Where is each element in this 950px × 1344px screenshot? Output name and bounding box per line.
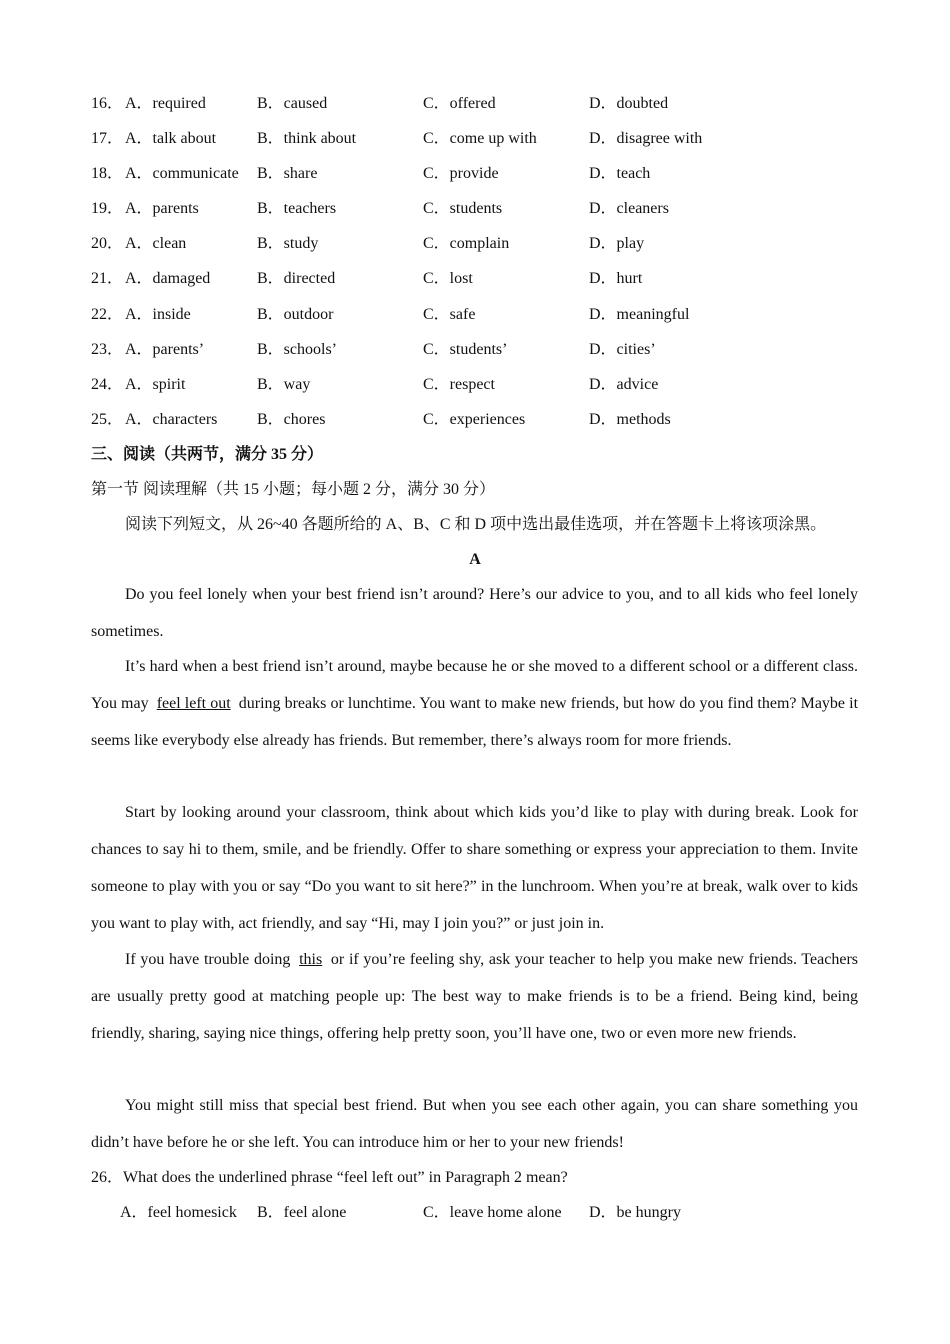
option-a: A．feel homesick xyxy=(120,1204,237,1221)
paragraph-2 xyxy=(91,648,858,759)
passage-label: A xyxy=(469,551,481,568)
option-c: C．leave home alone xyxy=(423,1204,562,1221)
option-d: D．methods xyxy=(589,411,671,428)
question-row-20 xyxy=(91,233,871,255)
option-d: D．play xyxy=(589,235,645,252)
question-number: 23． xyxy=(91,341,124,358)
option-b: B．schools’ xyxy=(257,341,338,358)
option-a: A．damaged xyxy=(125,270,211,287)
question-number: 20． xyxy=(91,235,124,252)
question-number: 21． xyxy=(91,270,124,287)
question-number: 22． xyxy=(91,306,124,323)
paragraph-text: It’s hard when a best friend isn’t around, maybe because he or she moved to a different school or a different class. You may xyxy=(91,658,858,712)
question-26-stem: 26．What does the underlined phrase “feel left out” in Paragraph 2 mean? xyxy=(91,1169,568,1186)
option-a: A．talk about xyxy=(125,130,217,147)
option-d: D．disagree with xyxy=(589,130,703,147)
option-c: C．complain xyxy=(423,235,510,252)
option-a: A．inside xyxy=(125,306,191,323)
paragraph-text: or if you’re feeling shy, ask your teacher to help you make new friends. Teachers are usually pretty good at matching people up: The best way to make friends is to be a friend. Being kind, being friendly, sharing, saying nice things, offering help pretty soon, you’ll have one, two or even more new friends. xyxy=(91,951,859,1042)
question-row-17 xyxy=(91,128,871,150)
option-c: C．offered xyxy=(423,95,496,112)
question-row-19 xyxy=(91,198,871,220)
option-c: C．provide xyxy=(423,165,499,182)
option-d: D．hurt xyxy=(589,270,643,287)
option-b: B．feel alone xyxy=(257,1204,347,1221)
question-row-25 xyxy=(91,409,871,431)
option-d: D．meaningful xyxy=(589,306,690,323)
question-row-23 xyxy=(91,339,871,361)
subsection-title: 第一节 阅读理解（共 15 小题；每小题 2 分，满分 30 分） xyxy=(91,481,496,498)
option-a: A．characters xyxy=(125,411,218,428)
question-row-22 xyxy=(91,304,871,326)
option-b: B．caused xyxy=(257,95,328,112)
option-d: D．cities’ xyxy=(589,341,656,358)
option-b: B．teachers xyxy=(257,200,337,217)
question-row-21 xyxy=(91,268,871,290)
question-number: 25． xyxy=(91,411,124,428)
option-a: A．spirit xyxy=(125,376,186,393)
option-a: A．parents’ xyxy=(125,341,205,358)
paragraph-text: If you have trouble doing xyxy=(125,951,296,968)
paragraph-3: Start by looking around your classroom, think about which kids you’d like to play with during break. Look for chances to say hi to them, smile, and be friendly. Offer to share something or express your appreciation to them. Invite someone to play with you or say “Do you want to sit here?” in the lunchroom. When you’re at break, walk over to kids you want to play with, act friendly, and say “Hi, may I join you?” or just join in. xyxy=(91,804,858,932)
section-title: 三、阅读（共两节，满分 35 分） xyxy=(91,446,324,463)
option-c: C．lost xyxy=(423,270,473,287)
option-a: A．communicate xyxy=(125,165,239,182)
option-a: A．parents xyxy=(125,200,199,217)
option-b: B．directed xyxy=(257,270,336,287)
option-c: C．safe xyxy=(423,306,476,323)
question-number: 16． xyxy=(91,95,124,112)
underlined-phrase: feel left out xyxy=(156,695,231,712)
option-b: B．chores xyxy=(257,411,326,428)
question-row-24 xyxy=(91,374,871,396)
option-c: C．come up with xyxy=(423,130,537,147)
question-number: 24． xyxy=(91,376,124,393)
option-d: D．doubted xyxy=(589,95,669,112)
option-d: D．cleaners xyxy=(589,200,669,217)
option-c: C．students xyxy=(423,200,503,217)
instruction: 阅读下列短文，从 26~40 各题所给的 A、B、C 和 D 项中选出最佳选项，并在答题卡上将该项涂黑。 xyxy=(125,516,827,533)
option-d: D．be hungry xyxy=(589,1204,681,1221)
question-row-18 xyxy=(91,163,871,185)
question-number: 18． xyxy=(91,165,124,182)
option-d: D．teach xyxy=(589,165,651,182)
paragraph-text: during breaks or lunchtime. You want to make new friends, but how do you find them? Maybe it seems like everybody else already has friends. But remember, there’s always room for more friends. xyxy=(91,695,859,749)
option-c: C．experiences xyxy=(423,411,526,428)
question-26-options xyxy=(120,1202,900,1224)
paragraph-5: You might still miss that special best friend. But when you see each other again, you can share something you didn’t have before he or she left. You can introduce him or her to your new friends! xyxy=(91,1097,858,1151)
question-number: 17． xyxy=(91,130,124,147)
option-d: D．advice xyxy=(589,376,659,393)
option-b: B．way xyxy=(257,376,311,393)
option-b: B．outdoor xyxy=(257,306,334,323)
question-number: 19． xyxy=(91,200,124,217)
option-c: C．students’ xyxy=(423,341,508,358)
question-row-16 xyxy=(91,93,871,115)
paragraph-4 xyxy=(91,941,858,1052)
underlined-word: this xyxy=(299,951,323,968)
option-b: B．think about xyxy=(257,130,357,147)
option-b: B．study xyxy=(257,235,319,252)
option-a: A．required xyxy=(125,95,206,112)
paragraph-1: Do you feel lonely when your best friend isn’t around? Here’s our advice to you, and to all kids who feel lonely sometimes. xyxy=(91,586,858,640)
option-a: A．clean xyxy=(125,235,187,252)
option-b: B．share xyxy=(257,165,318,182)
option-c: C．respect xyxy=(423,376,495,393)
